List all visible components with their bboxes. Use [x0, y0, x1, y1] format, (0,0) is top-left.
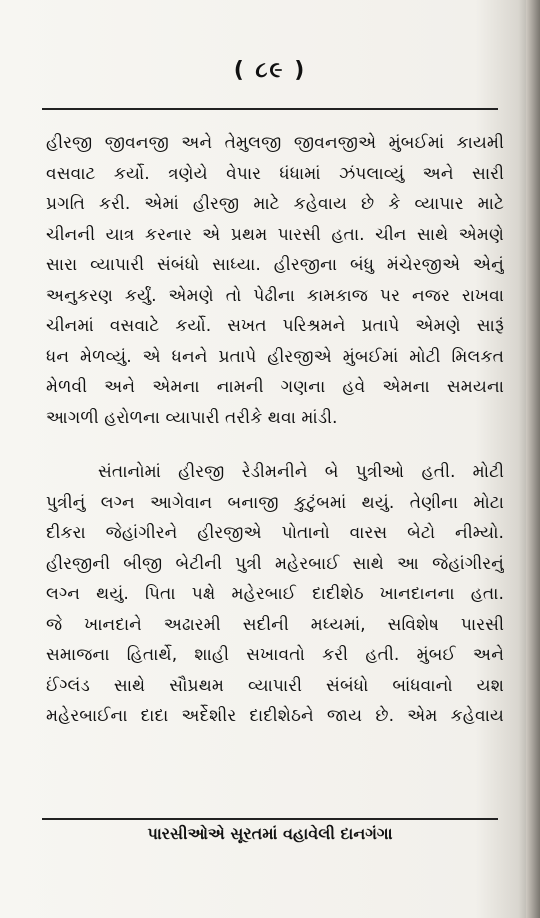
text-line: અનુકરણ કર્યું. એમણે તો પેઢીના કામકાજ પર નજર રાખવા: [46, 285, 504, 306]
text-line: હીરજી જીવનજી અને તેમુલજી જીવનજીએ મુંબઈમાં કાયમી: [46, 133, 504, 153]
text-line: પ્રગતિ કરી. એમાં હીરજી માટે કહેવાય છે કે વ્યાપાર માટે: [46, 194, 504, 214]
text-line: ચીનની યાત્ર કરનાર એ પ્રથમ પારસી હતા. ચીન સાથે એમણે: [46, 224, 504, 245]
paragraph-gap: [46, 433, 504, 457]
running-footer-title: પારસીઓએ સૂરતમાં વહાવેલી દાનગંગા: [147, 824, 393, 843]
text-line: સમાજના હિતાર્થે, શાહી સખાવતો કરી હતી. મુંબઈ અને: [46, 645, 504, 665]
text-line: લગ્ન થયું. પિતા પક્ષે મહેરબાઈ દાદીશેઠ ખાનદાનના હતા.: [46, 584, 504, 604]
header-rule: [42, 108, 498, 110]
text-line: સંતાનોમાં હીરજી રેડીમનીને બે પુત્રીઓ હતી. મોટી: [98, 462, 504, 482]
text-line: ચીનમાં વસવાટે કર્યો. સખત પરિશ્રમને પ્રતાપે એમણે સારૂં: [46, 316, 504, 336]
paragraph-1: [46, 128, 504, 433]
footer-rule: [42, 818, 498, 820]
text-line: સારા વ્યાપારી સંબંધો સાધ્યા. હીરજીના બંધુ મંચેરજીએ એનું: [46, 255, 504, 275]
text-line: ઈંગ્લંડ સાથે સૌપ્રથમ વ્યાપારી સંબંધો બાંધવાનો યશ: [46, 675, 504, 696]
text-line: આગળી હરોળના વ્યાપારી તરીકે થવા માંડી.: [46, 407, 338, 428]
text-line: ધન મેળવ્યું. એ ધનને પ્રતાપે હીરજીએ મુંબઈમાં મોટી મિલકત: [46, 346, 504, 367]
text-line: વસવાટ કર્યો. ત્રણેયે વેપાર ધંધામાં ઝંપલાવ્યું અને સારી: [46, 163, 504, 184]
text-line: મેળવી અને એમના નામની ગણના હવે એમના સમયના: [46, 377, 504, 397]
page-number: ( ૮૯ ): [233, 58, 307, 83]
text-line: પુત્રીનું લગ્ન આગેવાન બનાજી કુટુંબમાં થયું. તેણીના મોટા: [46, 492, 504, 513]
text-line: મહેરબાઈના દાદા અર્દેશીર દાદીશેઠને જાય છે. એમ કહેવાય: [46, 706, 504, 726]
text-line: હીરજીની બીજી બેટીની પુત્રી મહેરબાઈ સાથે આ જેહાંગીરનું: [46, 553, 504, 574]
paragraph-2: [46, 457, 504, 732]
body-text: [46, 128, 504, 732]
book-spine-edge: [526, 0, 540, 918]
text-line: દીકરા જેહાંગીરને હીરજીએ પોતાનો વારસ બેટો નીમ્યો.: [46, 523, 504, 543]
text-line: જે ખાનદાને અઢારમી સદીની મધ્યમાં, સવિશેષ પારસી: [46, 614, 504, 635]
